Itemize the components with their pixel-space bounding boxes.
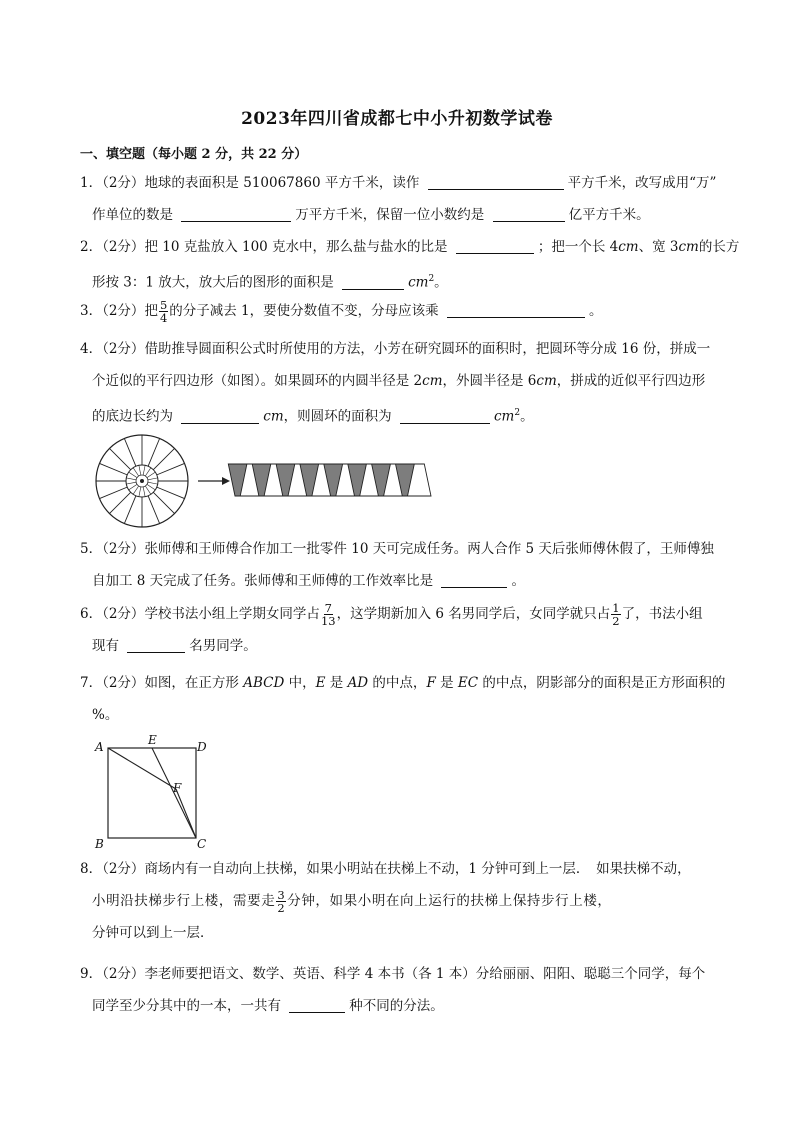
text-span: ，这学期新加入 6 名男同学后，女同学就只占	[336, 606, 611, 622]
text-span: 、宽 3	[638, 239, 679, 255]
text-span: 5	[159, 298, 168, 312]
annulus-circle	[96, 435, 188, 527]
section-heading: 一、填空题（每小题 2 分，共 22 分）	[80, 147, 308, 162]
text-span: 9．	[80, 966, 103, 982]
text-span: 个近似的平行四边形（如图）。如果圆环的内圆半径是 2	[92, 373, 423, 389]
text-span: 1	[612, 601, 620, 615]
answer-blank[interactable]	[428, 172, 564, 190]
text-span: 商场内有一自动向上扶梯，如果小明站在扶梯上不动，1 分钟可到上一层． 如果扶梯不动，	[144, 861, 691, 877]
text-span: EC	[457, 675, 479, 691]
answer-blank[interactable]	[493, 204, 565, 222]
text-span: ；把一个长 4	[537, 239, 619, 255]
answer-blank[interactable]	[289, 995, 345, 1013]
annulus-spoke	[109, 492, 130, 513]
text-span: 2．	[80, 239, 103, 255]
text-span: （2分）	[102, 239, 145, 255]
text-span: cm	[618, 239, 639, 255]
text-span: cm	[408, 274, 429, 291]
annulus-spoke	[157, 487, 185, 498]
text-span: ，拼成的近似平行四边形	[556, 373, 706, 389]
inner-spoke	[126, 478, 136, 480]
label-c: C	[197, 837, 207, 851]
annulus-spoke	[124, 496, 135, 524]
text-span: 2	[277, 901, 286, 915]
text-span: 7．	[80, 675, 103, 691]
label-a: A	[95, 740, 104, 754]
fraction	[611, 602, 620, 627]
inner-spoke	[148, 482, 158, 484]
text-span: cm	[678, 239, 699, 255]
text-span: F	[426, 675, 436, 691]
text-span: 亿平方千米。	[568, 207, 650, 223]
text-span: 把	[144, 303, 158, 319]
inner-spoke	[145, 486, 151, 494]
question-1	[80, 167, 720, 231]
text-span: （2分）	[102, 541, 145, 557]
question-6	[80, 598, 720, 662]
text-span: 现有	[92, 638, 124, 654]
question-7	[80, 667, 726, 731]
text-span: %。	[92, 707, 119, 723]
text-span: （2分）	[102, 675, 145, 691]
inner-spoke	[126, 482, 136, 484]
text-span: （2分）	[102, 341, 145, 357]
question-2	[80, 231, 740, 299]
annulus-spoke	[157, 463, 185, 474]
text-span: 张师傅和王师傅合作加工一批零件 10 天可完成任务。两人合作 5 天后张师傅休假了，王师傅独	[144, 541, 714, 557]
label-f: F	[173, 781, 182, 795]
inner-spoke	[139, 465, 141, 475]
answer-blank[interactable]	[456, 236, 534, 254]
text-span: （2分）	[102, 966, 145, 982]
text-span: 。	[434, 274, 448, 291]
points-label: （2分）	[102, 175, 145, 191]
text-span: 2	[514, 408, 521, 418]
annulus-spoke	[148, 496, 159, 524]
inner-spoke	[133, 468, 139, 476]
answer-blank[interactable]	[181, 204, 291, 222]
annulus-spoke	[148, 439, 159, 467]
text-span: 学校书法小组上学期女同学占	[144, 606, 320, 622]
annulus-spoke	[100, 463, 128, 474]
text-span: 的分子减去 1，要使分数值不变，分母应该乘	[169, 303, 443, 319]
annulus-spoke	[109, 448, 130, 469]
square-figure	[90, 732, 220, 852]
text-span: 自加工 8 天完成了任务。张师傅和王师傅的工作效率比是	[92, 573, 438, 589]
text-span: cm	[422, 373, 443, 389]
fraction	[321, 602, 336, 627]
text-span: 。	[588, 303, 603, 319]
question-8	[80, 853, 720, 949]
inner-spoke	[143, 487, 145, 497]
question-number: 1．	[80, 175, 103, 191]
text-span: 地球的表面积是 510067860 平方千米，读作	[144, 175, 424, 191]
text-span: 2	[428, 274, 435, 284]
text-span: 借助推导圆面积公式时所使用的方法，小芳在研究圆环的面积时，把圆环等分成 16 份，拼成一	[144, 341, 711, 357]
page-title: 2023年四川省成都七中小升初数学试卷	[241, 109, 553, 129]
label-d: D	[197, 740, 207, 754]
text-span: 平方千米，改写成用“万”	[567, 175, 717, 191]
text-span: （2分）	[102, 303, 145, 319]
answer-blank[interactable]	[127, 635, 185, 653]
text-span: 种不同的分法。	[349, 998, 444, 1014]
text-span: 李老师要把语文、数学、英语、科学 4 本书（各 1 本）分给丽丽、阳阳、聪聪三个同学，每个	[144, 966, 706, 982]
inner-spoke	[133, 486, 139, 494]
text-span: 。	[511, 573, 525, 589]
inner-spoke	[145, 468, 151, 476]
text-span: 3	[277, 888, 286, 902]
question-5	[80, 533, 720, 597]
inner-spoke	[147, 484, 155, 490]
text-span: E	[315, 675, 326, 691]
text-span: 是	[435, 675, 458, 691]
text-span: 名男同学。	[189, 638, 257, 654]
text-span: 分钟可以到上一层．	[92, 925, 214, 941]
text-span: 的底边长约为	[92, 408, 178, 425]
inner-spoke	[143, 465, 145, 475]
text-span: 4	[159, 311, 168, 325]
answer-blank[interactable]	[441, 570, 507, 588]
text-span: cm	[493, 408, 515, 425]
text-span: 7	[324, 601, 332, 615]
answer-blank[interactable]	[181, 406, 259, 424]
question-3	[80, 295, 720, 327]
text-span: 如图，在正方形	[144, 675, 244, 691]
text-span: 的中点，	[368, 675, 427, 691]
answer-blank[interactable]	[447, 300, 585, 318]
text-span: 了，书法小组	[621, 606, 703, 622]
annulus-spoke	[153, 448, 174, 469]
answer-blank[interactable]	[342, 272, 404, 290]
text-span: cm	[263, 408, 284, 425]
text-span: 分钟，如果小明在向上运行的扶梯上保持步行上楼，	[287, 893, 612, 909]
text-span: 4．	[80, 341, 103, 357]
parallelogram-strips	[228, 464, 431, 496]
text-span: （2分）	[102, 606, 145, 622]
text-span: 2	[612, 614, 620, 628]
text-span: 中，	[284, 675, 316, 691]
text-span: 小明沿扶梯步行上楼，需要走	[92, 893, 276, 909]
annulus-spoke	[100, 487, 128, 498]
inner-spoke	[129, 472, 137, 478]
inner-spoke	[129, 484, 137, 490]
text-span: ABCD	[243, 675, 285, 691]
text-span: 8．	[80, 861, 103, 877]
text-span: 的长方	[698, 239, 740, 255]
annulus-figure	[92, 432, 452, 532]
fraction	[159, 299, 168, 324]
text-span: 的中点，阴影部分的面积是正方形面积的	[478, 675, 726, 691]
annulus-spoke	[153, 492, 174, 513]
question-4	[80, 333, 720, 433]
text-span: 把 10 克盐放入 100 克水中，那么盐与盐水的比是	[144, 239, 452, 255]
text-span: ，则圆环的面积为	[283, 408, 396, 425]
text-span: 是	[325, 675, 348, 691]
text-span: 形按 3：1 放大，放大后的图形的面积是	[92, 274, 339, 291]
inner-spoke	[139, 487, 141, 497]
arrow-right-icon	[198, 477, 230, 485]
label-e: E	[148, 733, 157, 747]
text-span: 13	[320, 614, 336, 628]
text-span: 3．	[80, 303, 103, 319]
answer-blank[interactable]	[400, 406, 490, 424]
text-span: 5．	[80, 541, 103, 557]
annulus-spoke	[124, 439, 135, 467]
text-span: （2分）	[102, 861, 145, 877]
text-span: cm	[536, 373, 557, 389]
text-span: 万平方千米，保留一位小数约是	[295, 207, 489, 223]
text-span: 同学至少分其中的一本，一共有	[92, 998, 286, 1014]
text-span: 。	[520, 408, 534, 425]
label-b: B	[95, 837, 104, 851]
question-9	[80, 958, 720, 1022]
text-span: ，外圆半径是 6	[442, 373, 537, 389]
text-span: 作单位的数是	[92, 207, 178, 223]
inner-spoke	[148, 478, 158, 480]
inner-spoke	[147, 472, 155, 478]
text-span: 6．	[80, 606, 103, 622]
fraction	[276, 889, 286, 914]
text-span: AD	[347, 675, 369, 691]
